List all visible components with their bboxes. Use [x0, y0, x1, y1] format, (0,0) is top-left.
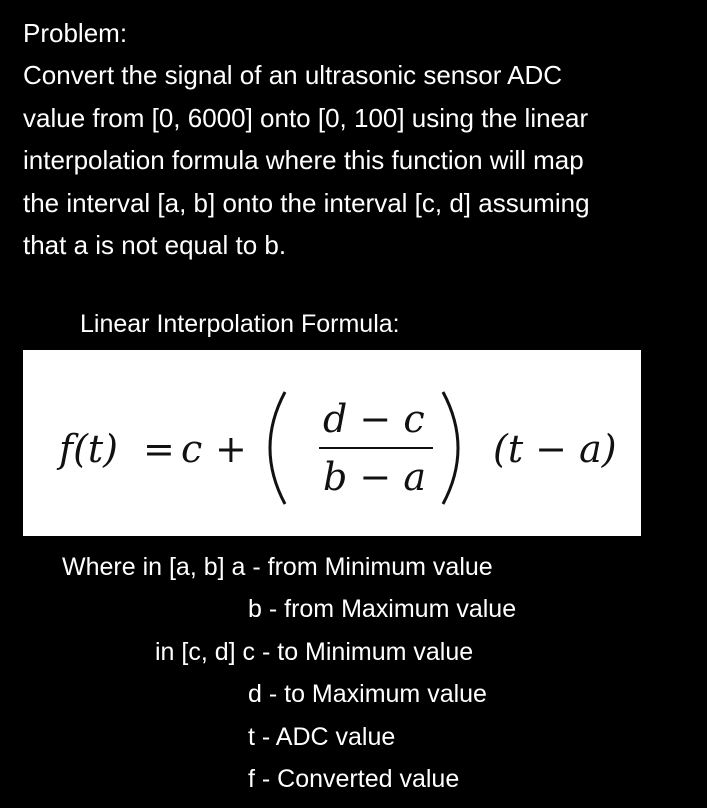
definition-d: d - to Maximum value — [248, 680, 487, 708]
problem-line: the interval [a, b] onto the interval [c, d] assuming — [23, 187, 590, 218]
definition-a: Where in [a, b] a - from Minimum value — [62, 553, 493, 581]
problem-line: that a is not equal to b. — [23, 230, 287, 260]
formula-c: c — [181, 427, 203, 471]
definition-t: t - ADC value — [248, 723, 396, 751]
formula-equals: = — [143, 427, 175, 471]
problem-line: value from [0, 6000] onto [0, 100] using the linear — [23, 102, 589, 133]
definition-f: f - Converted value — [248, 765, 460, 793]
interpolation-formula — [23, 350, 641, 536]
problem-statement — [23, 54, 663, 267]
problem-line: Convert the signal of an ultrasonic sensor ADC — [23, 60, 563, 90]
problem-heading: Problem: — [23, 18, 128, 48]
formula-lhs: f(t) — [59, 427, 118, 471]
definition-b: b - from Maximum value — [248, 595, 517, 623]
left-big-paren — [270, 392, 285, 504]
problem-line: interpolation formula where this function will map — [23, 145, 584, 175]
right-big-paren — [443, 392, 458, 504]
fraction-denominator: b − a — [323, 455, 426, 499]
definition-c: in [c, d] c - to Minimum value — [155, 638, 474, 666]
formula-label: Linear Interpolation Formula: — [80, 310, 400, 338]
fraction-numerator: d − c — [323, 397, 425, 441]
formula-image — [23, 350, 641, 536]
formula-plus: + — [215, 427, 247, 471]
formula-factor: (t − a) — [493, 427, 617, 471]
